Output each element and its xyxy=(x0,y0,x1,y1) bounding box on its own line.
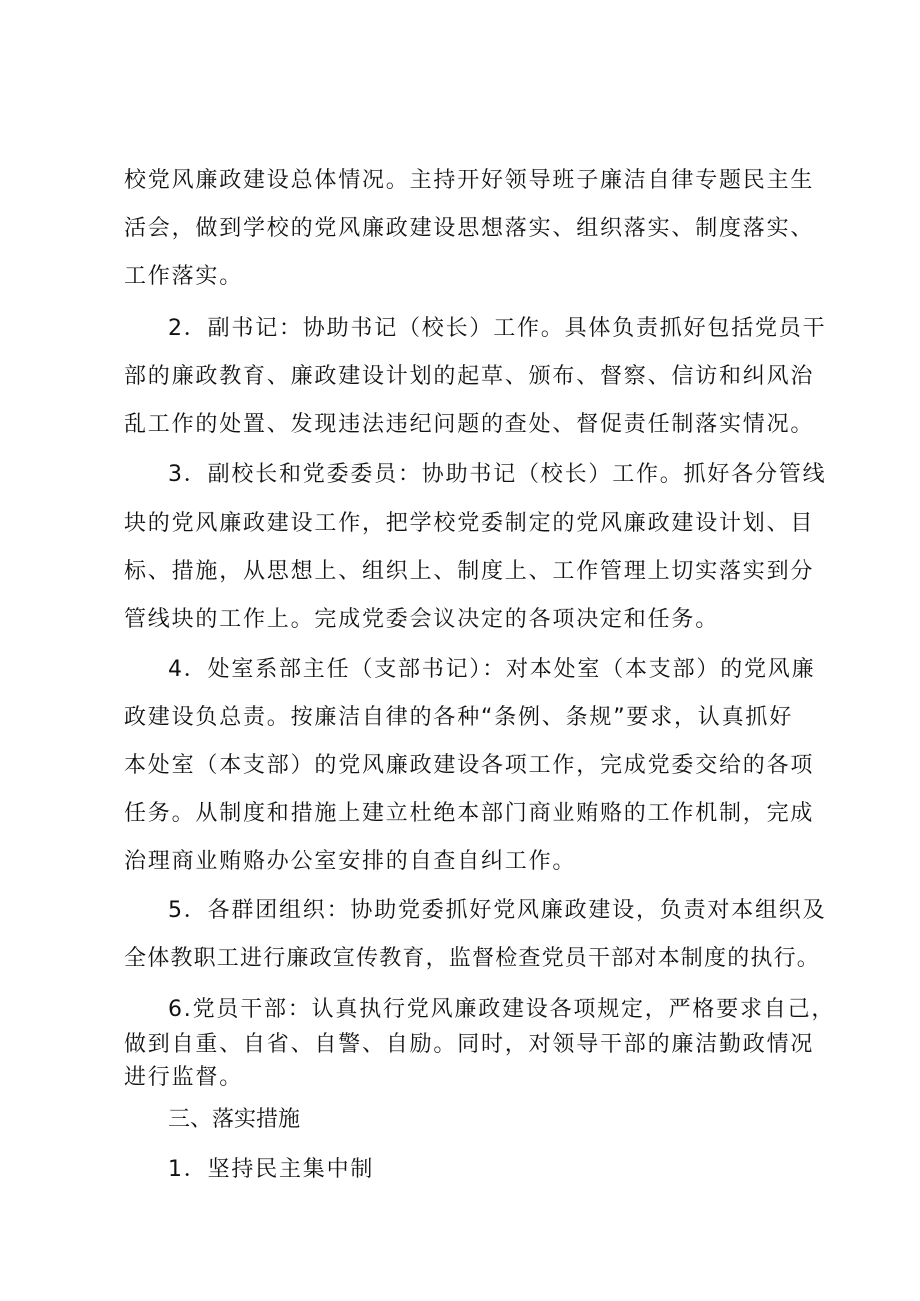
paragraph-line: 政建设负总责。按廉洁自律的各种“条例、条规”要求，认真抓好 xyxy=(124,705,793,730)
paragraph-line: 5．各群团组织：协助党委抓好党风廉政建设，负责对本组织及 xyxy=(168,898,827,923)
paragraph-line: 管线块的工作上。完成党委会议决定的各项决定和任务。 xyxy=(124,607,720,632)
sub-item-heading: 1．坚持民主集中制 xyxy=(168,1157,375,1182)
paragraph-line: 活会，做到学校的党风廉政建设思想落实、组织落实、制度落实、 xyxy=(124,216,815,241)
paragraph-line: 治理商业贿赂办公室安排的自查自纠工作。 xyxy=(124,849,577,874)
section-heading: 三、落实措施 xyxy=(168,1107,301,1132)
paragraph-line: 2．副书记：协助书记（校长）工作。具体负责抓好包括党员干 xyxy=(168,316,827,341)
paragraph-line: 部的廉政教育、廉政建设计划的起草、颁布、督察、信访和纠风治 xyxy=(124,364,815,389)
paragraph-line: 全体教职工进行廉政宣传教育，监督检查党员干部对本制度的执行。 xyxy=(124,946,821,971)
paragraph-line: 6.党员干部：认真执行党风廉政建设各项规定，严格要求自己， xyxy=(168,997,836,1022)
paragraph-line: 乱工作的处置、发现违法违纪问题的查处、督促责任制落实情况。 xyxy=(124,412,815,437)
paragraph-line: 块的党风廉政建设工作，把学校党委制定的党风廉政建设计划、目 xyxy=(124,511,815,536)
paragraph-line: 做到自重、自省、自警、自励。同时，对领导干部的廉洁勤政情况 xyxy=(124,1032,815,1057)
paragraph-line: 进行监督。 xyxy=(124,1065,244,1090)
paragraph-line: 校党风廉政建设总体情况。主持开好领导班子廉洁自律专题民主生 xyxy=(124,168,815,193)
paragraph-line: 任务。从制度和措施上建立杜绝本部门商业贿赂的工作机制，完成 xyxy=(124,801,815,826)
paragraph-line: 3．副校长和党委委员：协助书记（校长）工作。抓好各分管线 xyxy=(168,462,827,487)
paragraph-line: 工作落实。 xyxy=(124,264,244,289)
paragraph-line: 标、措施，从思想上、组织上、制度上、工作管理上切实落实到分 xyxy=(124,559,815,584)
paragraph-line: 4．处室系部主任（支部书记）：对本处室（本支部）的党风廉 xyxy=(168,657,816,682)
paragraph-line: 本处室（本支部）的党风廉政建设各项工作，完成党委交给的各项 xyxy=(124,753,815,778)
